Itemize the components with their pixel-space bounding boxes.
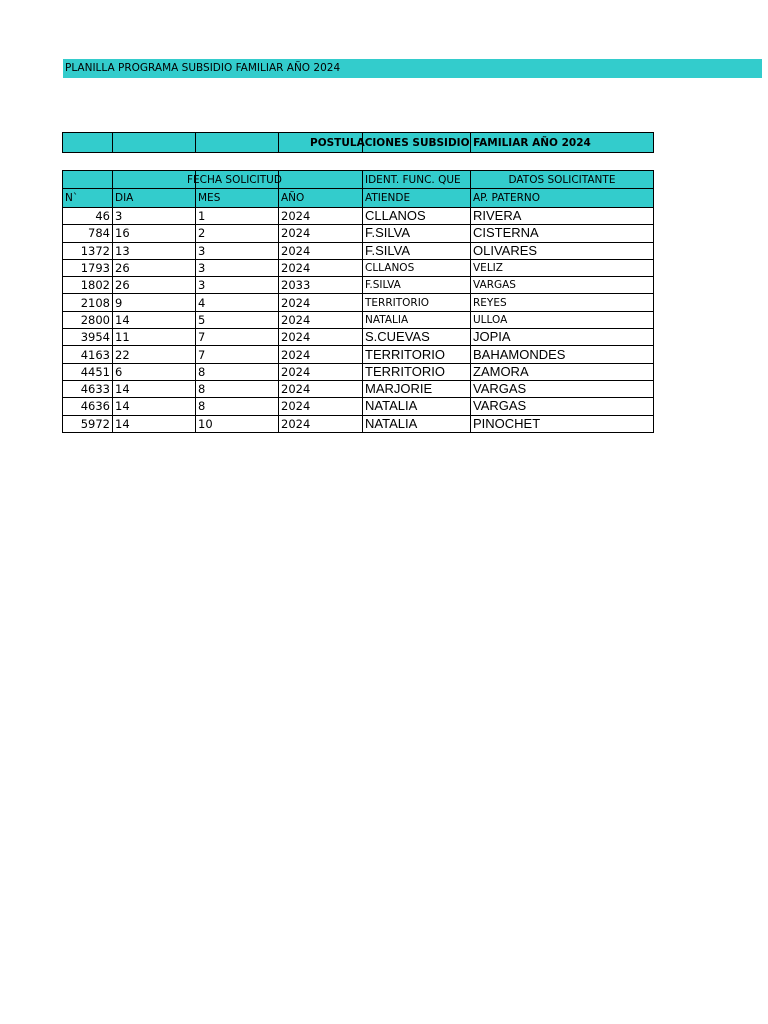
- header-row-columns: [63, 189, 654, 208]
- cell-dia[interactable]: 6: [113, 363, 196, 380]
- cell-mes[interactable]: 7: [196, 329, 279, 346]
- cell-mes[interactable]: 3: [196, 277, 279, 294]
- cell-n[interactable]: 2108: [63, 294, 113, 311]
- cell-paterno[interactable]: CISTERNA: [471, 225, 654, 242]
- col-header-anio[interactable]: AÑO: [279, 189, 363, 208]
- header-fecha-cell[interactable]: [113, 171, 282, 189]
- cell-paterno[interactable]: JOPIA: [471, 329, 654, 346]
- col-header-dia[interactable]: DIA: [113, 189, 196, 208]
- header-datos-solicitante[interactable]: DATOS SOLICITANTE: [471, 171, 654, 189]
- table-row: [63, 294, 654, 311]
- header-row-top: [63, 171, 654, 189]
- cell-dia[interactable]: 13: [113, 242, 196, 259]
- table-row: [63, 259, 654, 276]
- cell-anio[interactable]: 2024: [279, 225, 363, 242]
- cell-n[interactable]: 5972: [63, 415, 113, 432]
- table-row: [63, 242, 654, 259]
- cell-dia[interactable]: 14: [113, 311, 196, 328]
- cell-paterno[interactable]: BAHAMONDES: [471, 346, 654, 363]
- cell-atiende[interactable]: MARJORIE: [363, 380, 471, 397]
- col-header-ap-paterno[interactable]: AP. PATERNO: [471, 189, 654, 208]
- cell-n[interactable]: 4633: [63, 380, 113, 397]
- cell-atiende[interactable]: CLLANOS: [363, 208, 471, 225]
- table-row: [63, 363, 654, 380]
- cell-anio[interactable]: 2024: [279, 398, 363, 415]
- cell-paterno[interactable]: REYES: [471, 294, 654, 311]
- cell-mes[interactable]: 2: [196, 225, 279, 242]
- cell-paterno[interactable]: RIVERA: [471, 208, 654, 225]
- cell-atiende[interactable]: TERRITORIO: [363, 363, 471, 380]
- cell-n[interactable]: 4636: [63, 398, 113, 415]
- cell-atiende[interactable]: S.CUEVAS: [363, 329, 471, 346]
- table-row: [63, 225, 654, 242]
- cell-anio[interactable]: 2024: [279, 346, 363, 363]
- cell-paterno[interactable]: PINOCHET: [471, 415, 654, 432]
- cell-anio[interactable]: 2033: [279, 277, 363, 294]
- cell-atiende[interactable]: CLLANOS: [363, 259, 471, 276]
- table-row: [63, 380, 654, 397]
- cell-atiende[interactable]: TERRITORIO: [363, 294, 471, 311]
- cell-mes[interactable]: 8: [196, 380, 279, 397]
- table-row: [63, 311, 654, 328]
- col-header-n[interactable]: N`: [63, 189, 113, 208]
- title-cell-empty[interactable]: [63, 133, 113, 153]
- cell-atiende[interactable]: F.SILVA: [363, 225, 471, 242]
- table-row: [63, 398, 654, 415]
- cell-n[interactable]: 4163: [63, 346, 113, 363]
- cell-mes[interactable]: 8: [196, 363, 279, 380]
- cell-n[interactable]: 2800: [63, 311, 113, 328]
- table-row: [63, 329, 654, 346]
- cell-anio[interactable]: 2024: [279, 294, 363, 311]
- cell-paterno[interactable]: VARGAS: [471, 398, 654, 415]
- cell-atiende[interactable]: TERRITORIO: [363, 346, 471, 363]
- header-cell-empty[interactable]: [63, 171, 113, 189]
- cell-dia[interactable]: 26: [113, 277, 196, 294]
- col-header-mes[interactable]: MES: [196, 189, 279, 208]
- cell-anio[interactable]: 2024: [279, 242, 363, 259]
- cell-atiende[interactable]: NATALIA: [363, 398, 471, 415]
- cell-dia[interactable]: 22: [113, 346, 196, 363]
- cell-atiende[interactable]: F.SILVA: [363, 277, 471, 294]
- cell-paterno[interactable]: ULLOA: [471, 311, 654, 328]
- table-row: [63, 208, 654, 225]
- cell-atiende[interactable]: NATALIA: [363, 311, 471, 328]
- cell-mes[interactable]: 1: [196, 208, 279, 225]
- cell-anio[interactable]: 2024: [279, 329, 363, 346]
- cell-mes[interactable]: 3: [196, 259, 279, 276]
- cell-dia[interactable]: 3: [113, 208, 196, 225]
- cell-n[interactable]: 3954: [63, 329, 113, 346]
- header-cell-empty[interactable]: [279, 171, 363, 189]
- cell-anio[interactable]: 2024: [279, 259, 363, 276]
- cell-atiende[interactable]: F.SILVA: [363, 242, 471, 259]
- cell-n[interactable]: 1372: [63, 242, 113, 259]
- cell-paterno[interactable]: OLIVARES: [471, 242, 654, 259]
- header-fecha-solicitud: FECHA SOLICITUD: [187, 174, 282, 186]
- cell-dia[interactable]: 14: [113, 398, 196, 415]
- cell-n[interactable]: 784: [63, 225, 113, 242]
- table-row: [63, 277, 654, 294]
- title-table: [62, 132, 654, 153]
- cell-anio[interactable]: 2024: [279, 380, 363, 397]
- cell-dia[interactable]: 11: [113, 329, 196, 346]
- cell-paterno[interactable]: VARGAS: [471, 380, 654, 397]
- col-header-atiende[interactable]: ATIENDE: [363, 189, 471, 208]
- applications-table: [62, 170, 654, 433]
- cell-atiende[interactable]: NATALIA: [363, 415, 471, 432]
- table-row: [63, 346, 654, 363]
- cell-mes[interactable]: 7: [196, 346, 279, 363]
- cell-mes[interactable]: 4: [196, 294, 279, 311]
- cell-dia[interactable]: 9: [113, 294, 196, 311]
- cell-dia[interactable]: 14: [113, 415, 196, 432]
- sheet-banner: PLANILLA PROGRAMA SUBSIDIO FAMILIAR AÑO 2024: [63, 59, 762, 78]
- cell-mes[interactable]: 5: [196, 311, 279, 328]
- cell-paterno[interactable]: VELIZ: [471, 259, 654, 276]
- cell-dia[interactable]: 16: [113, 225, 196, 242]
- cell-dia[interactable]: 14: [113, 380, 196, 397]
- title-cell-empty[interactable]: [113, 133, 196, 153]
- header-ident[interactable]: IDENT. FUNC. QUE: [363, 171, 471, 189]
- cell-mes[interactable]: 8: [196, 398, 279, 415]
- cell-anio[interactable]: 2024: [279, 415, 363, 432]
- table-row: [63, 415, 654, 432]
- cell-dia[interactable]: 26: [113, 259, 196, 276]
- cell-anio[interactable]: 2024: [279, 363, 363, 380]
- cell-mes[interactable]: 3: [196, 242, 279, 259]
- cell-n[interactable]: 4451: [63, 363, 113, 380]
- cell-n[interactable]: 1802: [63, 277, 113, 294]
- cell-mes[interactable]: 10: [196, 415, 279, 432]
- title-cell-empty[interactable]: [196, 133, 279, 153]
- cell-paterno[interactable]: VARGAS: [471, 277, 654, 294]
- cell-paterno[interactable]: ZAMORA: [471, 363, 654, 380]
- title-cell[interactable]: [279, 133, 591, 153]
- cell-anio[interactable]: 2024: [279, 208, 363, 225]
- cell-n[interactable]: 46: [63, 208, 113, 225]
- cell-n[interactable]: 1793: [63, 259, 113, 276]
- cell-anio[interactable]: 2024: [279, 311, 363, 328]
- table-title: POSTULACIONES SUBSIDIO FAMILIAR AÑO 2024: [310, 137, 591, 149]
